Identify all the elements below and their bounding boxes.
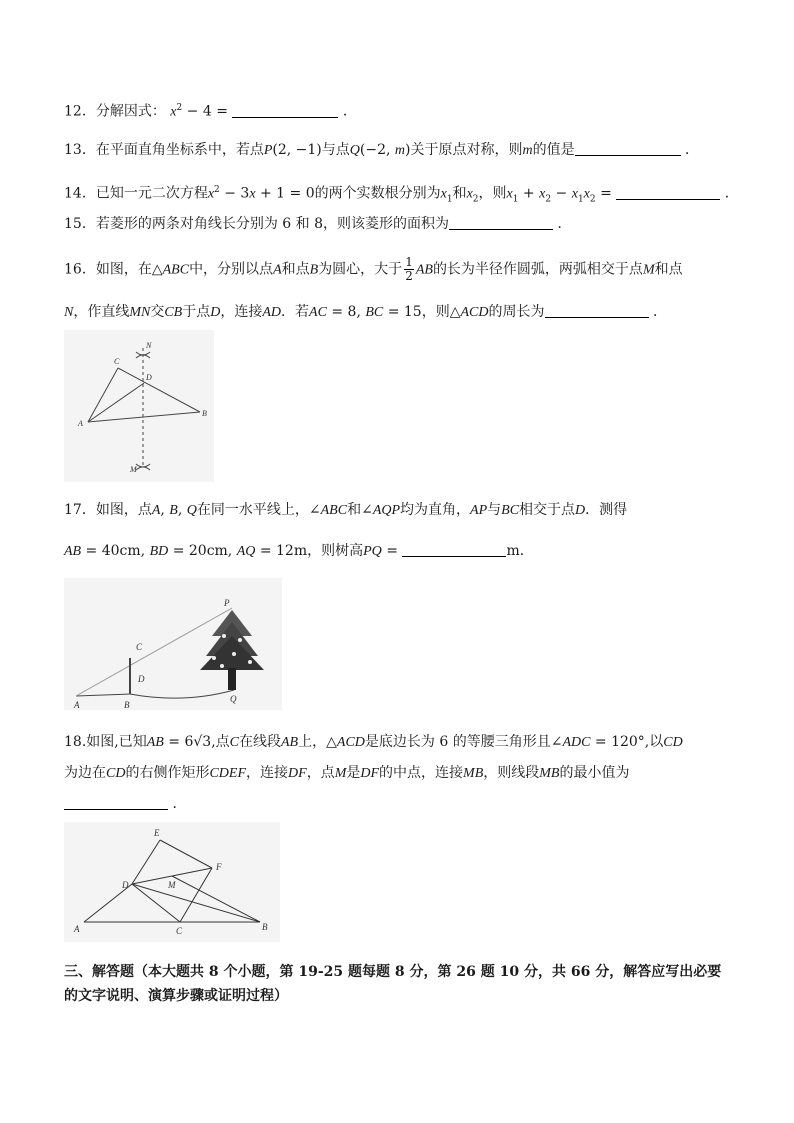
q17-answer-blank[interactable] <box>402 542 506 557</box>
question-16-line1: 16．如图，在△ABC中，分别以点A和点B为圆心，大于 $\frac{1}{2}$ AB的长为半径作圆弧，两弧相交于点M和点 <box>64 255 683 283</box>
q16-line2-g: 的周长为 <box>488 304 545 320</box>
fig17-label-d: D <box>138 674 145 684</box>
q13-number: 13． <box>64 142 96 158</box>
fig17-label-p: P <box>224 598 230 608</box>
q13-text-c: 关于原点对称，则 <box>410 142 523 158</box>
q16-line2-a: ，作直线 <box>73 304 130 320</box>
q13-text-b: 与点 <box>321 142 350 158</box>
q17-text-f: 相交于点 <box>519 502 576 518</box>
q16-text-e: 的长为半径作圆弧，两弧相交于点 <box>432 261 643 278</box>
q15-number: 15． <box>64 216 96 232</box>
q18-line2-f: 的中点，连接 <box>379 765 464 781</box>
q17-text-c: 和 <box>347 502 362 518</box>
fig16-label-a: A <box>78 419 83 428</box>
q16-line2-c: 于点 <box>182 304 211 320</box>
figure-16-diagram <box>64 330 214 482</box>
q17-unit: m． <box>506 543 534 559</box>
fig17-label-b: B <box>124 700 130 710</box>
q17-text-g: ．测得 <box>585 502 628 518</box>
q13-text-d: 的值是 <box>532 142 575 158</box>
q16-number: 16． <box>64 261 96 278</box>
question-17-line2: AB = 40cm, BD = 20cm, AQ = 12m，则树高PQ = m． <box>64 543 534 559</box>
q14-answer-blank[interactable] <box>616 185 720 200</box>
q16-line2-d: ，连接 <box>220 304 263 320</box>
q18-answer-blank[interactable] <box>64 795 168 810</box>
q14-number: 14． <box>64 185 96 202</box>
section-3-heading: 三、解答题（本大题共 8 个小题，第 19-25 题每题 8 分，第 26 题 10 分，共 66 分，解答应写出必要的文字说明、演算步骤或证明过程） <box>64 964 722 1004</box>
q18-line2-a: 为边在 <box>64 765 106 781</box>
question-18-line1: 18.如图,已知AB = 6√3,点C在线段AB上，△ACD是底边长为 6 的等腰三角形且∠ADC = 120°,以CD <box>64 734 683 750</box>
q16-line2-e: ．若 <box>281 304 310 320</box>
fig16-label-d: D <box>146 373 152 382</box>
q18-line2-e: 是 <box>346 765 361 781</box>
q14-text-d: ，则 <box>478 185 507 202</box>
question-17-line1: 17．如图，点A, B, Q在同一水平线上，∠ABC和∠AQP均为直角，AP与BC相交于点D．测得 <box>64 502 628 518</box>
q12-number: 12． <box>64 103 96 120</box>
q18-line2-c: ，连接 <box>246 765 289 781</box>
q13-answer-blank[interactable] <box>575 141 681 156</box>
q18-line2-b: 的右侧作矩形 <box>125 765 210 781</box>
q12-answer-blank[interactable] <box>232 103 338 118</box>
fig18-label-e: E <box>154 828 160 838</box>
q16-line2-b: 交 <box>150 304 165 320</box>
q18-text-b: ,点 <box>211 734 230 750</box>
q17-text-a: 如图，点 <box>95 502 152 518</box>
question-16-line2: N，作直线MN交CB于点D，连接AD．若AC = 8, BC = 15，则△ACD的周长为 ． <box>64 304 667 320</box>
q17-text-b: 在同一水平线上， <box>196 502 309 518</box>
q18-text-f: ,以 <box>644 734 664 750</box>
q18-line2-d: ，点 <box>306 765 335 781</box>
q17-line2-a: ，则树高 <box>307 543 364 559</box>
fig18-label-d: D <box>122 880 129 890</box>
fig17-label-a: A <box>74 700 80 710</box>
q18-line2-g: ，则线段 <box>483 765 540 781</box>
q18-text-c: 在线段 <box>239 734 281 750</box>
fig18-label-m: M <box>168 880 176 890</box>
half-fraction: $\frac{1}{2}$ <box>405 255 413 283</box>
q18-number: 18. <box>64 734 87 750</box>
figure-18-diagram <box>64 822 280 942</box>
q14-text-b: 的两个实数根分别为 <box>314 185 441 202</box>
fig18-label-b: B <box>262 922 268 932</box>
question-14: 14．已知一元二次方程$x^2 - 3x + 1 = 0$的两个实数根分别为$x_1$和$x_2$，则$x_1 + x_2 - x_1x_2$ = ． <box>64 185 739 205</box>
q16-text-c: 和点 <box>281 261 310 278</box>
q16-text-b: 中，分别以点 <box>189 261 274 278</box>
q16-text-d: 为圆心，大于 <box>318 261 403 278</box>
q15-text: 若菱形的两条对角线长分别为 6 和 8，则该菱形的面积为 <box>95 216 449 232</box>
fig18-label-c: C <box>176 926 183 936</box>
question-12: 12．分解因式： $x^2 - 4$ = ． <box>64 103 357 120</box>
q18-text-e: 是底边长为 6 的等腰三角形且 <box>364 734 551 750</box>
q16-text-a: 如图，在△ <box>95 261 163 278</box>
question-13: 13．在平面直角坐标系中，若点P(2, −1)与点Q(−2, m)关于原点对称，则m的值是 ． <box>64 142 700 158</box>
fig16-label-m: M <box>130 465 137 474</box>
fig18-label-a: A <box>74 924 80 934</box>
q18-text-a: 如图,已知 <box>86 734 147 750</box>
fig17-label-c: C <box>136 642 143 652</box>
fig16-label-c: C <box>114 357 120 366</box>
tree-icon <box>200 610 264 690</box>
fig16-label-b: B <box>202 409 207 418</box>
q18-text-d: 上，△ <box>298 734 337 750</box>
q17-text-d: 均为直角， <box>400 502 471 518</box>
q16-text-f: 和点 <box>654 261 683 278</box>
fig18-label-f: F <box>216 862 222 872</box>
q13-text-a: 在平面直角坐标系中，若点 <box>95 142 264 158</box>
q18-line2-h: 的最小值为 <box>559 765 630 781</box>
q17-number: 17． <box>64 502 96 518</box>
fig16-label-n: N <box>146 341 152 350</box>
figure-17-diagram <box>64 578 282 710</box>
q16-line2-f: ，则△ <box>421 304 461 320</box>
q14-text-c: 和 <box>452 185 467 202</box>
q17-text-e: 与 <box>487 502 502 518</box>
q14-text-a: 已知一元二次方程 <box>95 185 208 202</box>
question-18-line3: ． <box>64 794 186 814</box>
q15-answer-blank[interactable] <box>449 215 553 230</box>
question-15: 15．若菱形的两条对角线长分别为 6 和 8，则该菱形的面积为 ． <box>64 216 572 232</box>
question-18-line2: 为边在CD的右侧作矩形CDEF，连接DF，点M是DF的中点，连接MB，则线段MB的最小值为 <box>64 765 630 781</box>
q12-text: 分解因式： <box>95 103 166 120</box>
fig17-label-q: Q <box>230 694 237 704</box>
q16-answer-blank[interactable] <box>545 303 649 318</box>
